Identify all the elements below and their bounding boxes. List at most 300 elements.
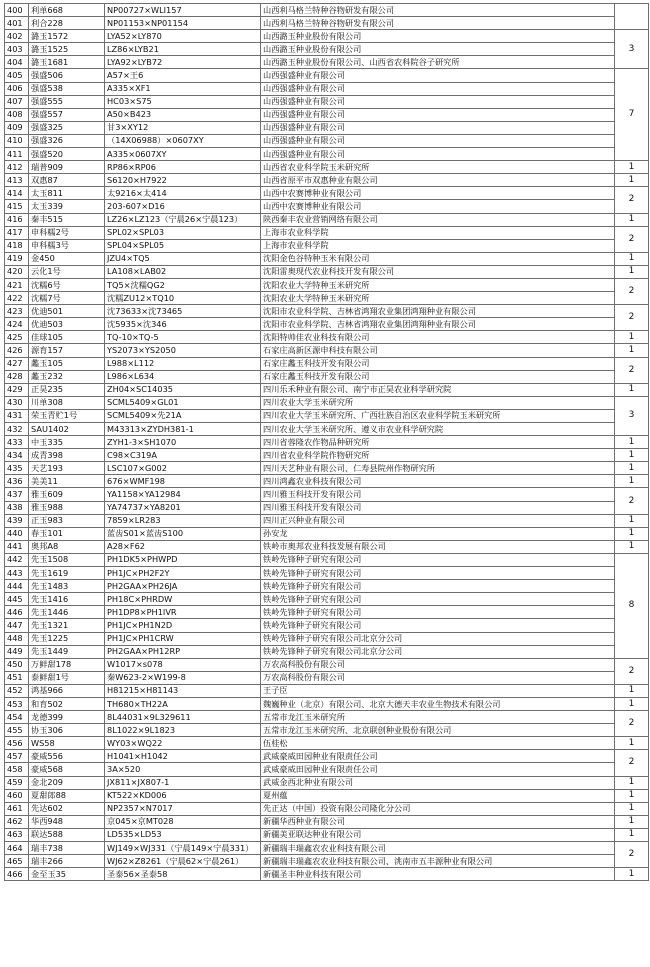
pedigree: SPL04×SPL05 [105,239,261,252]
table-row [5,553,649,566]
pedigree: S6120×H7922 [105,174,261,187]
group-count: 1 [615,697,649,710]
table-row [5,161,649,174]
table-row [5,17,649,30]
row-number: 439 [5,514,29,527]
pedigree: PH2GAA×PH12RP [105,645,261,658]
variety-name: 双惠87 [29,174,105,187]
pedigree: L988×L112 [105,357,261,370]
variety-name: 金450 [29,252,105,265]
applicant: 孙安龙 [261,527,615,540]
table-row [5,134,649,147]
row-number: 436 [5,475,29,488]
group-count: 1 [615,252,649,265]
applicant: 陕西秦丰农业营销网络有限公司 [261,213,615,226]
row-number: 466 [5,868,29,881]
row-number: 441 [5,540,29,553]
variety-name: 先玉1619 [29,567,105,580]
table-row [5,776,649,789]
row-number: 407 [5,95,29,108]
pedigree: 圣泰56×圣泰58 [105,868,261,881]
row-number: 437 [5,488,29,501]
table-row [5,292,649,305]
group-count: 2 [615,226,649,252]
applicant: 山西利马格兰特种谷物研发有限公司 [261,17,615,30]
group-count: 1 [615,161,649,174]
applicant: 新疆圣丰种业科技有限公司 [261,868,615,881]
variety-name: 潞玉1572 [29,30,105,43]
variety-name: 先玉1416 [29,593,105,606]
applicant: 石家庄蠡玉科技开发有限公司 [261,357,615,370]
variety-name: 华西948 [29,815,105,828]
variety-name: 金至玉35 [29,868,105,881]
group-count: 1 [615,331,649,344]
pedigree: YA1158×YA12984 [105,488,261,501]
variety-name: 奥邦A8 [29,540,105,553]
pedigree: M43313×ZYDH381-1 [105,423,261,436]
pedigree: TQ-10×TQ-5 [105,331,261,344]
row-number: 405 [5,69,29,82]
pedigree: 秦W623-2×W199-8 [105,671,261,684]
pedigree: LZ86×LYB21 [105,43,261,56]
pedigree: PH1DP8×PH1IVR [105,606,261,619]
variety-name: 云化1号 [29,265,105,278]
variety-name: 蠡玉105 [29,357,105,370]
table-row [5,632,649,645]
table-row [5,148,649,161]
variety-name: 潞玉1681 [29,56,105,69]
applicant: 魏巍种业（北京）有限公司、北京大德天丰农业生物技术有限公司 [261,697,615,710]
variety-name: 川单308 [29,396,105,409]
applicant: 山西利马格兰特种谷物研发有限公司 [261,4,615,17]
table-row [5,318,649,331]
applicant: 铁岭先锋种子研究有限公司北京分公司 [261,632,615,645]
pedigree: C98×C319A [105,449,261,462]
table-row [5,789,649,802]
table-row [5,501,649,514]
row-number: 435 [5,462,29,475]
table-row [5,423,649,436]
row-number: 457 [5,750,29,763]
row-number: 427 [5,357,29,370]
applicant: 铁岭市奥邦农业科技发展有限公司 [261,540,615,553]
group-count: 3 [615,396,649,435]
pedigree: A28×F62 [105,540,261,553]
table-row [5,449,649,462]
pedigree: ZH04×SC14035 [105,383,261,396]
row-number: 423 [5,305,29,318]
applicant: 山西强盛种业有限公司 [261,95,615,108]
applicant: 沈阳农业大学特种玉米研究所 [261,292,615,305]
table-row [5,645,649,658]
applicant: 夏州蕴 [261,789,615,802]
applicant: 五常市龙江玉米研究所、北京联创种业股份有限公司 [261,724,615,737]
table-row [5,30,649,43]
applicant: 山西潞玉种业股份有限公司 [261,43,615,56]
group-count: 1 [615,344,649,357]
table-row [5,842,649,855]
table-row [5,278,649,291]
table-row [5,213,649,226]
applicant: 铁岭先锋种子研究有限公司 [261,593,615,606]
table-row [5,357,649,370]
variety-name: 太玉811 [29,187,105,200]
row-number: 446 [5,606,29,619]
variety-name: 利单668 [29,4,105,17]
table-row [5,671,649,684]
variety-name: 强盛325 [29,121,105,134]
table-row [5,265,649,278]
applicant: 沈阳农业大学特种玉米研究所 [261,278,615,291]
pedigree: （14X06988）×0607XY [105,134,261,147]
applicant: 铁岭先锋种子研究有限公司 [261,606,615,619]
applicant: 沈阳雷奥现代农业科技开发有限公司 [261,265,615,278]
table-row [5,593,649,606]
applicant: 王子臣 [261,684,615,697]
row-number: 440 [5,527,29,540]
variety-name: 瑞丰738 [29,842,105,855]
row-number: 459 [5,776,29,789]
row-number: 424 [5,318,29,331]
table-row [5,488,649,501]
table-row [5,580,649,593]
applicant: 山西潞玉种业股份有限公司、山西省农科院谷子研究所 [261,56,615,69]
pedigree: 8L1022×9L1823 [105,724,261,737]
table-row [5,344,649,357]
row-number: 403 [5,43,29,56]
pedigree: NP2357×N7017 [105,802,261,815]
group-count: 1 [615,737,649,750]
row-number: 464 [5,842,29,855]
row-number: 409 [5,121,29,134]
variety-name: 利合228 [29,17,105,30]
applicant: 先正达（中国）投资有限公司隆化分公司 [261,802,615,815]
applicant: 山西强盛种业有限公司 [261,69,615,82]
group-count: 1 [615,776,649,789]
group-count: 1 [615,213,649,226]
pedigree: NP01153×NP01154 [105,17,261,30]
applicant: 新疆华西种业有限公司 [261,815,615,828]
row-number: 433 [5,436,29,449]
table-row [5,305,649,318]
group-count: 1 [615,527,649,540]
applicant: 万农高科股份有限公司 [261,658,615,671]
applicant: 伍桂松 [261,737,615,750]
row-number: 417 [5,226,29,239]
variety-name: 佳球105 [29,331,105,344]
row-number: 425 [5,331,29,344]
row-number: 462 [5,815,29,828]
pedigree: A335×0607XY [105,148,261,161]
group-count: 2 [615,488,649,514]
group-count: 1 [615,828,649,841]
pedigree: 太9216×太414 [105,187,261,200]
row-number: 463 [5,828,29,841]
pedigree: 京045×京MT028 [105,815,261,828]
table-row [5,396,649,409]
group-count: 1 [615,789,649,802]
variety-name: 协玉306 [29,724,105,737]
row-number: 451 [5,671,29,684]
pedigree: 7859×LR283 [105,514,261,527]
pedigree: L986×L634 [105,370,261,383]
applicant: 沈阳市农业科学院、吉林省鸿翔农业集团鸿翔种业有限公司 [261,318,615,331]
pedigree: PH1DK5×PHWPD [105,553,261,566]
applicant: 万农高科股份有限公司 [261,671,615,684]
row-number: 419 [5,252,29,265]
group-count: 2 [615,658,649,684]
group-count: 1 [615,815,649,828]
pedigree: PH1JC×PH1CRW [105,632,261,645]
pedigree: PH1JC×PH2F2Y [105,567,261,580]
row-number: 413 [5,174,29,187]
table-row [5,697,649,710]
row-number: 432 [5,423,29,436]
row-number: 442 [5,553,29,566]
variety-name: 中玉335 [29,436,105,449]
variety-name: 先玉1321 [29,619,105,632]
table-row [5,331,649,344]
table-row [5,56,649,69]
variety-name: 豪威556 [29,750,105,763]
row-number: 447 [5,619,29,632]
row-number: 456 [5,737,29,750]
pedigree: ZYH1-3×SH1070 [105,436,261,449]
group-count: 1 [615,174,649,187]
applicant: 沈阳金色谷特种玉米有限公司 [261,252,615,265]
pedigree: YA74737×YA8201 [105,501,261,514]
table-row [5,69,649,82]
applicant: 五常市龙江玉米研究所 [261,711,615,724]
variety-name: 泰鲜甜1号 [29,671,105,684]
variety-name: 正昊235 [29,383,105,396]
table-row [5,82,649,95]
applicant: 铁岭先锋种子研究有限公司 [261,619,615,632]
table-row [5,462,649,475]
variety-table [4,3,649,881]
pedigree: SCML5409×先21A [105,409,261,422]
group-count: 3 [615,30,649,69]
group-count: 8 [615,553,649,658]
pedigree: 蓝齿S01×蓝齿S100 [105,527,261,540]
group-count: 2 [615,842,649,868]
pedigree: KT522×KD006 [105,789,261,802]
table-row [5,737,649,750]
table-row [5,711,649,724]
row-number: 429 [5,383,29,396]
applicant: 四川正兴种业有限公司 [261,514,615,527]
variety-name: 申科糯2号 [29,226,105,239]
row-number: 402 [5,30,29,43]
pedigree: 8L44031×9L329611 [105,711,261,724]
variety-name: 优迪503 [29,318,105,331]
pedigree: 甘3×XY12 [105,121,261,134]
variety-name: 金北209 [29,776,105,789]
pedigree: LA108×LAB02 [105,265,261,278]
table-row [5,750,649,763]
applicant: 上海市农业科学院 [261,239,615,252]
group-count: 1 [615,684,649,697]
pedigree: LYA52×LY870 [105,30,261,43]
applicant: 新疆瑞丰瑞鑫农农业科技有限公司 [261,842,615,855]
row-number: 454 [5,711,29,724]
group-count: 1 [615,462,649,475]
pedigree: 676×WMF198 [105,475,261,488]
applicant: 四川农业大学玉米研究所 [261,396,615,409]
row-number: 416 [5,213,29,226]
row-number: 445 [5,593,29,606]
applicant: 山西中农赛博种业有限公司 [261,187,615,200]
group-count [615,4,649,30]
applicant: 四川雅玉科技开发有限公司 [261,488,615,501]
variety-name: 正玉983 [29,514,105,527]
pedigree: SPL02×SPL03 [105,226,261,239]
group-count: 1 [615,436,649,449]
pedigree: TH680×TH22A [105,697,261,710]
table-row [5,252,649,265]
applicant: 四川鸿鑫农业科技有限公司 [261,475,615,488]
variety-name: 强盛520 [29,148,105,161]
variety-name: 豪威568 [29,763,105,776]
applicant: 沈阳特帅佳农业科技有限公司 [261,331,615,344]
variety-name: SAU1402 [29,423,105,436]
variety-name: 春玉101 [29,527,105,540]
variety-name: 成青398 [29,449,105,462]
applicant: 山西省农业科学院玉米研究所 [261,161,615,174]
pedigree: PH2GAA×PH26JA [105,580,261,593]
applicant: 石家庄蠡玉科技开发有限公司 [261,370,615,383]
variety-name: 强盛555 [29,95,105,108]
variety-name: 万鲜甜178 [29,658,105,671]
applicant: 山西强盛种业有限公司 [261,108,615,121]
row-number: 412 [5,161,29,174]
group-count: 2 [615,750,649,776]
pedigree: 沈5935×沈346 [105,318,261,331]
applicant: 四川农业大学玉米研究所、广西壮族自治区农业科学院玉米研究所 [261,409,615,422]
variety-name: 秦丰515 [29,213,105,226]
applicant: 山西强盛种业有限公司 [261,134,615,147]
row-number: 430 [5,396,29,409]
variety-name: 强盛538 [29,82,105,95]
applicant: 武威豪威田园种业有限责任公司 [261,763,615,776]
pedigree: PH18C×PHRDW [105,593,261,606]
pedigree: JX811×JX807-1 [105,776,261,789]
row-number: 422 [5,292,29,305]
table-row [5,527,649,540]
pedigree: YS2073×YS2050 [105,344,261,357]
row-number: 455 [5,724,29,737]
applicant: 四川省蓉隆农作物品种研究所 [261,436,615,449]
pedigree: LSC107×G002 [105,462,261,475]
pedigree: WY03×WQ22 [105,737,261,750]
table-row [5,370,649,383]
row-number: 449 [5,645,29,658]
applicant: 武威金西北种业有限公司 [261,776,615,789]
row-number: 414 [5,187,29,200]
variety-name: 鸿基966 [29,684,105,697]
table-row [5,684,649,697]
pedigree: A50×B423 [105,108,261,121]
table-row [5,658,649,671]
pedigree: A57×王6 [105,69,261,82]
variety-name: 和育502 [29,697,105,710]
pedigree: HC03×S75 [105,95,261,108]
applicant: 铁岭先锋种子研究有限公司 [261,553,615,566]
row-number: 410 [5,134,29,147]
variety-name: 联达588 [29,828,105,841]
applicant: 四川雅玉科技开发有限公司 [261,501,615,514]
pedigree: W1017×s078 [105,658,261,671]
pedigree: 沈73633×沈73465 [105,305,261,318]
row-number: 418 [5,239,29,252]
row-number: 458 [5,763,29,776]
table-row [5,724,649,737]
table-row [5,409,649,422]
row-number: 408 [5,108,29,121]
pedigree: JZU4×TQ5 [105,252,261,265]
table-row [5,606,649,619]
pedigree: TQ5×沈糯QG2 [105,278,261,291]
group-count: 2 [615,305,649,331]
pedigree: SCML5409×GL01 [105,396,261,409]
applicant: 山西强盛种业有限公司 [261,121,615,134]
pedigree: PH1JC×PH1N2D [105,619,261,632]
applicant: 山西潞玉种业股份有限公司 [261,30,615,43]
variety-name: 优迪501 [29,305,105,318]
applicant: 铁岭先锋种子研究有限公司 [261,580,615,593]
pedigree: 203-607×D16 [105,200,261,213]
variety-name: 龙德399 [29,711,105,724]
table-row [5,239,649,252]
row-number: 420 [5,265,29,278]
row-number: 404 [5,56,29,69]
group-count: 2 [615,357,649,383]
table-row [5,95,649,108]
row-number: 421 [5,278,29,291]
variety-name: 先玉1508 [29,553,105,566]
pedigree: LD535×LD53 [105,828,261,841]
applicant: 四川农业大学玉米研究所、遵义市农业科学研究院 [261,423,615,436]
pedigree: 3A×520 [105,763,261,776]
applicant: 铁岭先锋种子研究有限公司 [261,567,615,580]
variety-name: 源育157 [29,344,105,357]
variety-name: 雅玉609 [29,488,105,501]
table-row [5,187,649,200]
pedigree: NP00727×WLI157 [105,4,261,17]
variety-name: 先玉1449 [29,645,105,658]
applicant: 山西省原平市双惠种业有限公司 [261,174,615,187]
applicant: 四川乐禾种业有限公司、南宁市正昊农业科学研究院 [261,383,615,396]
group-count: 1 [615,540,649,553]
applicant: 新疆瑞丰瑞鑫农农业科技有限公司、洮南市五丰源种业有限公司 [261,855,615,868]
group-count: 1 [615,802,649,815]
applicant: 武威豪威田园种业有限责任公司 [261,750,615,763]
row-number: 426 [5,344,29,357]
table-row [5,619,649,632]
applicant: 上海市农业科学院 [261,226,615,239]
group-count: 7 [615,69,649,161]
row-number: 460 [5,789,29,802]
group-count: 2 [615,711,649,737]
row-number: 431 [5,409,29,422]
table-row [5,763,649,776]
variety-name: 先达602 [29,802,105,815]
variety-name: 太玉339 [29,200,105,213]
row-number: 411 [5,148,29,161]
table-row [5,200,649,213]
row-number: 448 [5,632,29,645]
row-number: 406 [5,82,29,95]
